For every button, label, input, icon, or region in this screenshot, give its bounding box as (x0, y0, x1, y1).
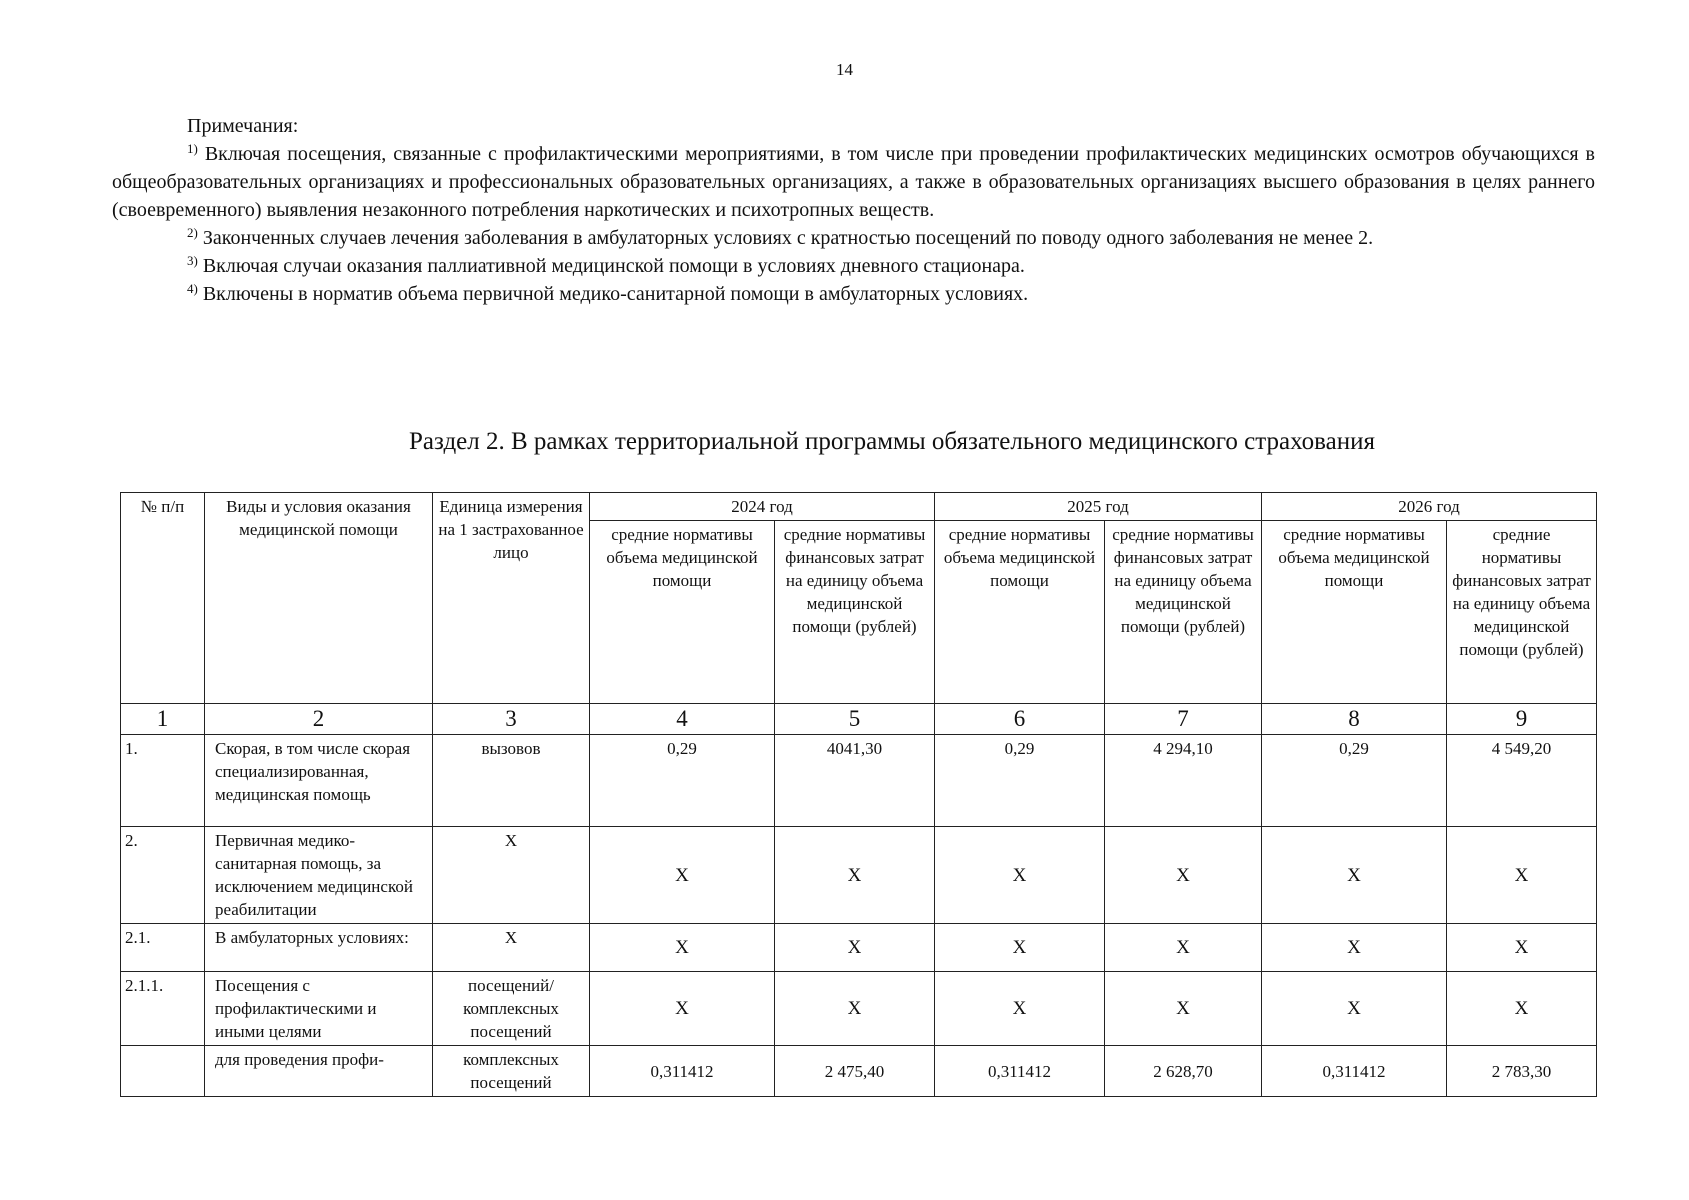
row-num: 1. (121, 735, 205, 827)
row-num: 2.1. (121, 924, 205, 972)
note-3 (112, 252, 1595, 280)
note-1 (112, 140, 1595, 224)
table-row (121, 735, 1597, 827)
row-num: 2. (121, 827, 205, 924)
note-2 (112, 224, 1595, 252)
header-sub: средние нормативы финансовых затрат на единицу объема медицинской помощи (рублей) (775, 521, 935, 704)
note-text: Включая случаи оказания паллиативной медицинской помощи в условиях дневного стационара. (202, 255, 1025, 277)
row-value: X (935, 972, 1105, 1046)
row-value: X (935, 924, 1105, 972)
row-value: 2 628,70 (1105, 1046, 1262, 1097)
row-value: 0,29 (1262, 735, 1447, 827)
row-value: X (1105, 827, 1262, 924)
page-number: 14 (836, 60, 853, 79)
column-number: 5 (775, 704, 935, 735)
row-value: X (1262, 924, 1447, 972)
row-value: 0,311412 (1262, 1046, 1447, 1097)
row-value: 0,29 (590, 735, 775, 827)
note-mark: 2) (187, 225, 198, 240)
row-num: 2.1.1. (121, 972, 205, 1046)
row-value: X (1105, 924, 1262, 972)
table-row (121, 827, 1597, 924)
row-value: X (1262, 972, 1447, 1046)
row-value: X (775, 827, 935, 924)
column-number: 7 (1105, 704, 1262, 735)
column-number: 9 (1447, 704, 1597, 735)
row-value: X (590, 924, 775, 972)
header-year-2026: 2026 год (1262, 493, 1597, 521)
row-unit: посещений/ комплексных посещений (433, 972, 590, 1046)
header-unit: Единица измерения на 1 застрахованное лицо (433, 493, 590, 704)
row-value: 0,311412 (590, 1046, 775, 1097)
row-value: 4041,30 (775, 735, 935, 827)
column-number: 6 (935, 704, 1105, 735)
norms-table (120, 492, 1597, 1097)
note-mark: 3) (187, 253, 198, 268)
column-number: 1 (121, 704, 205, 735)
row-num (121, 1046, 205, 1097)
row-value: X (935, 827, 1105, 924)
column-number: 3 (433, 704, 590, 735)
row-value: X (775, 972, 935, 1046)
header-year-2024: 2024 год (590, 493, 935, 521)
row-type: В амбулаторных условиях: (205, 924, 433, 972)
note-4 (112, 280, 1595, 308)
notes-block (112, 112, 1595, 308)
header-sub: средние нормативы объема медицинской помощи (935, 521, 1105, 704)
row-type: Скорая, в том числе скорая специализированная, медицинская помощь (205, 735, 433, 827)
column-number: 2 (205, 704, 433, 735)
row-value: X (590, 972, 775, 1046)
table-row (121, 924, 1597, 972)
row-unit: X (433, 827, 590, 924)
row-unit: вызовов (433, 735, 590, 827)
notes-heading: Примечания: (187, 115, 299, 137)
row-value: X (590, 827, 775, 924)
note-text: Включая посещения, связанные с профилактическими мероприятиями, в том числе при проведении профилактических медицинских осмотров обучающихся в общеобразовательных организациях и профессиональных образовательных организациях, а также в образовательных организациях высшего образования в целях раннего (своевременного) выявления незаконного потребления наркотических и психотропных веществ. (112, 143, 1595, 221)
row-value: X (1447, 827, 1597, 924)
row-value: X (1447, 924, 1597, 972)
row-value: 4 549,20 (1447, 735, 1597, 827)
header-sub: средние нормативы объема медицинской помощи (1262, 521, 1447, 704)
note-text: Включены в норматив объема первичной медико-санитарной помощи в амбулаторных условиях. (202, 283, 1029, 305)
row-value: X (1262, 827, 1447, 924)
header-type: Виды и условия оказания медицинской помощи (205, 493, 433, 704)
note-text: Законченных случаев лечения заболевания в амбулаторных условиях с кратностью посещений по поводу одного заболевания не менее 2. (202, 227, 1374, 249)
row-value: 0,29 (935, 735, 1105, 827)
header-sub: средние нормативы объема медицинской помощи (590, 521, 775, 704)
row-type: для проведения профи- (205, 1046, 433, 1097)
note-mark: 4) (187, 281, 198, 296)
row-type: Посещения с профилактическими и иными целями (205, 972, 433, 1046)
header-year-2025: 2025 год (935, 493, 1262, 521)
table-row (121, 1046, 1597, 1097)
section-title: Раздел 2. В рамках территориальной программы обязательного медицинского страхования (409, 428, 1375, 455)
column-number: 4 (590, 704, 775, 735)
column-number: 8 (1262, 704, 1447, 735)
header-num: № п/п (121, 493, 205, 704)
row-value: X (1447, 972, 1597, 1046)
row-type: Первичная медико-санитарная помощь, за исключением медицинской реабилитации (205, 827, 433, 924)
row-value: 2 783,30 (1447, 1046, 1597, 1097)
row-unit: комплексных посещений (433, 1046, 590, 1097)
row-unit: X (433, 924, 590, 972)
header-sub: средние нормативы финансовых затрат на единицу объема медицинской помощи (рублей) (1447, 521, 1597, 704)
row-value: X (775, 924, 935, 972)
header-sub: средние нормативы финансовых затрат на единицу объема медицинской помощи (рублей) (1105, 521, 1262, 704)
note-mark: 1) (187, 141, 198, 156)
table-row (121, 972, 1597, 1046)
row-value: 0,311412 (935, 1046, 1105, 1097)
row-value: X (1105, 972, 1262, 1046)
row-value: 4 294,10 (1105, 735, 1262, 827)
column-number-row (121, 704, 1597, 735)
row-value: 2 475,40 (775, 1046, 935, 1097)
